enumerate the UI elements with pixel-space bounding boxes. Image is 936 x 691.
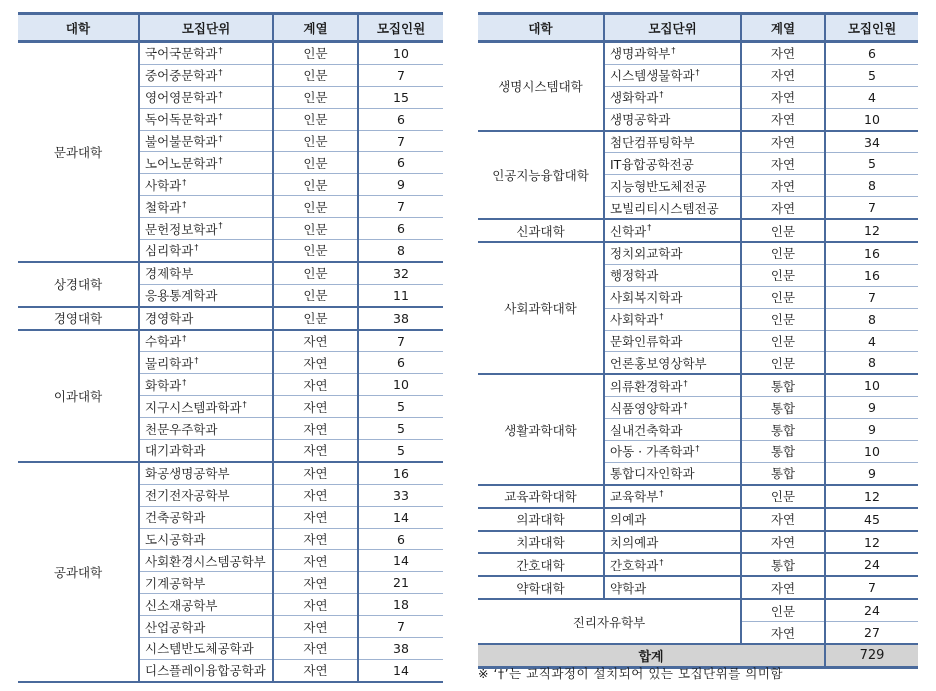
unit-name: 지구시스템과학과 xyxy=(145,399,242,415)
unit-name: 응용통계학과 xyxy=(145,288,218,304)
track-cell: 자연 xyxy=(741,42,825,65)
quota-cell: 14 xyxy=(358,659,443,681)
unit-name: 정치외교학과 xyxy=(610,246,683,262)
header-quota: 모집인원 xyxy=(358,14,443,42)
track-cell: 자연 xyxy=(741,508,825,531)
unit-cell xyxy=(139,440,273,462)
unit-name: 대기과학과 xyxy=(145,443,206,459)
table-row xyxy=(478,531,918,554)
college-cell: 교육과학대학 xyxy=(478,485,604,508)
table-row xyxy=(18,262,443,284)
track-cell: 인문 xyxy=(741,286,825,308)
unit-name: 사회환경시스템공학부 xyxy=(145,553,266,569)
unit-name: 아동 · 가족학과 xyxy=(610,444,695,460)
quota-cell: 24 xyxy=(825,599,918,621)
quota-cell: 11 xyxy=(358,284,443,306)
quota-cell: 14 xyxy=(358,506,443,528)
quota-cell: 10 xyxy=(358,42,443,65)
unit-cell xyxy=(604,242,741,264)
table-row xyxy=(478,131,918,153)
quota-cell: 10 xyxy=(825,108,918,130)
track-cell: 자연 xyxy=(273,462,358,484)
college-cell: 인공지능융합대학 xyxy=(478,131,604,220)
dagger-icon: † xyxy=(182,177,187,187)
college-cell: 문과대학 xyxy=(18,42,139,262)
track-cell: 인문 xyxy=(273,284,358,306)
college-cell: 약학대학 xyxy=(478,576,604,599)
track-cell: 인문 xyxy=(741,242,825,264)
track-cell: 인문 xyxy=(741,485,825,508)
track-cell: 자연 xyxy=(741,197,825,219)
unit-cell xyxy=(604,508,741,531)
unit-name: 시스템반도체공학과 xyxy=(145,641,254,657)
quota-cell: 18 xyxy=(358,594,443,616)
quota-cell: 6 xyxy=(825,42,918,65)
track-cell: 인문 xyxy=(273,307,358,330)
quota-cell: 38 xyxy=(358,307,443,330)
track-cell: 인문 xyxy=(741,352,825,374)
table-row xyxy=(18,462,443,484)
quota-cell: 12 xyxy=(825,531,918,554)
unit-cell xyxy=(139,659,273,681)
dagger-icon: † xyxy=(647,223,652,233)
quota-cell: 7 xyxy=(358,64,443,86)
quota-cell: 7 xyxy=(358,196,443,218)
unit-cell xyxy=(139,64,273,86)
dagger-icon: † xyxy=(659,90,664,100)
quota-cell: 5 xyxy=(825,64,918,86)
unit-name: 신학과 xyxy=(610,223,647,239)
unit-cell xyxy=(604,197,741,219)
quota-cell: 12 xyxy=(825,485,918,508)
quota-cell: 6 xyxy=(358,218,443,240)
quota-cell: 6 xyxy=(358,152,443,174)
quota-cell: 24 xyxy=(825,553,918,576)
college-cell: 치과대학 xyxy=(478,531,604,554)
unit-name: 도시공학과 xyxy=(145,532,206,548)
unit-name: 국어국문학과 xyxy=(145,46,218,62)
track-cell: 인문 xyxy=(741,264,825,286)
track-cell: 자연 xyxy=(741,86,825,108)
unit-cell xyxy=(139,174,273,196)
track-cell: 자연 xyxy=(741,576,825,599)
unit-name: 약학과 xyxy=(610,580,647,596)
track-cell: 인문 xyxy=(273,42,358,65)
track-cell: 인문 xyxy=(273,262,358,284)
track-cell: 통합 xyxy=(741,419,825,441)
unit-name: 언론홍보영상학부 xyxy=(610,355,707,371)
track-cell: 자연 xyxy=(741,622,825,644)
unit-name: 교육학부 xyxy=(610,489,659,505)
unit-name: 사회학과 xyxy=(610,312,659,328)
dagger-icon: † xyxy=(671,46,676,56)
track-cell: 자연 xyxy=(741,64,825,86)
unit-name: 치의예과 xyxy=(610,535,659,551)
quota-cell: 34 xyxy=(825,131,918,153)
quota-cell: 16 xyxy=(358,462,443,484)
unit-cell xyxy=(604,397,741,419)
header-quota: 모집인원 xyxy=(825,14,918,42)
track-cell: 통합 xyxy=(741,441,825,463)
unit-cell xyxy=(604,264,741,286)
dagger-icon: † xyxy=(683,378,688,388)
dagger-icon: † xyxy=(218,68,223,78)
track-cell: 인문 xyxy=(273,108,358,130)
quota-cell: 7 xyxy=(358,130,443,152)
unit-name: 화공생명공학부 xyxy=(145,466,230,482)
quota-cell: 7 xyxy=(825,197,918,219)
quota-cell: 6 xyxy=(358,352,443,374)
table-row xyxy=(478,42,918,65)
table-row xyxy=(478,508,918,531)
unit-name: 경영학과 xyxy=(145,311,194,327)
college-cell: 생명시스템대학 xyxy=(478,42,604,131)
unit-name: 경제학부 xyxy=(145,266,194,282)
dagger-icon: † xyxy=(182,199,187,209)
unit-cell xyxy=(139,196,273,218)
unit-name: 사학과 xyxy=(145,177,182,193)
quota-cell: 6 xyxy=(358,528,443,550)
quota-cell: 5 xyxy=(358,418,443,440)
table-row xyxy=(478,485,918,508)
dagger-icon: † xyxy=(218,221,223,231)
track-cell: 자연 xyxy=(741,108,825,130)
unit-name: 모빌리티시스템전공 xyxy=(610,200,719,216)
quota-cell: 21 xyxy=(358,572,443,594)
track-cell: 자연 xyxy=(273,550,358,572)
track-cell: 인문 xyxy=(741,330,825,352)
unit-name: 생명과학부 xyxy=(610,46,671,62)
track-cell: 자연 xyxy=(273,638,358,660)
dagger-icon: † xyxy=(194,355,199,365)
track-cell: 인문 xyxy=(741,308,825,330)
unit-cell xyxy=(139,152,273,174)
table-header-row xyxy=(478,14,918,42)
unit-name: 수학과 xyxy=(145,334,182,350)
track-cell: 인문 xyxy=(273,196,358,218)
unit-name: 천문우주학과 xyxy=(145,421,218,437)
unit-name: 심리학과 xyxy=(145,243,194,259)
unit-cell xyxy=(604,131,741,153)
unit-name: 통합디자인학과 xyxy=(610,466,695,482)
header-track: 계열 xyxy=(273,14,358,42)
unit-cell xyxy=(139,616,273,638)
dagger-icon: † xyxy=(218,155,223,165)
unit-cell xyxy=(139,638,273,660)
unit-cell xyxy=(604,219,741,242)
dagger-icon: † xyxy=(659,311,664,321)
quota-cell: 10 xyxy=(825,374,918,396)
unit-cell xyxy=(604,485,741,508)
admission-quota-table-left xyxy=(18,12,443,683)
unit-cell xyxy=(604,64,741,86)
quota-cell: 9 xyxy=(825,397,918,419)
unit-name: 의류환경학과 xyxy=(610,378,683,394)
unit-cell xyxy=(139,396,273,418)
table-row xyxy=(478,576,918,599)
dagger-icon: † xyxy=(218,133,223,143)
footnote: ※ ‘†’는 교직과정이 설치되어 있는 모집단위를 의미함 xyxy=(478,666,784,681)
track-cell: 인문 xyxy=(741,599,825,621)
unit-cell xyxy=(139,572,273,594)
unit-cell xyxy=(604,286,741,308)
quota-cell: 7 xyxy=(825,286,918,308)
college-cell: 사회과학대학 xyxy=(478,242,604,374)
quota-cell: 6 xyxy=(358,108,443,130)
track-cell: 인문 xyxy=(273,64,358,86)
dagger-icon: † xyxy=(182,377,187,387)
table-row xyxy=(478,374,918,396)
unit-cell xyxy=(139,330,273,352)
track-cell: 자연 xyxy=(273,418,358,440)
admission-quota-table-right xyxy=(478,12,918,669)
unit-name: 생명공학과 xyxy=(610,112,671,128)
college-cell: 신과대학 xyxy=(478,219,604,242)
unit-name: 사회복지학과 xyxy=(610,290,683,306)
quota-cell: 9 xyxy=(825,462,918,484)
unit-name: 건축공학과 xyxy=(145,510,206,526)
quota-cell: 7 xyxy=(358,616,443,638)
track-cell: 자연 xyxy=(273,616,358,638)
table-row xyxy=(478,553,918,576)
quota-cell: 27 xyxy=(825,622,918,644)
track-cell: 자연 xyxy=(273,594,358,616)
table-row xyxy=(478,242,918,264)
unit-cell xyxy=(139,240,273,262)
unit-cell xyxy=(604,352,741,374)
dagger-icon: † xyxy=(182,333,187,343)
table-row xyxy=(18,330,443,352)
quota-cell: 8 xyxy=(825,175,918,197)
unit-cell xyxy=(604,374,741,396)
quota-cell: 7 xyxy=(825,576,918,599)
unit-cell xyxy=(139,86,273,108)
quota-cell: 7 xyxy=(358,330,443,352)
dagger-icon: † xyxy=(242,399,247,409)
unit-name: 의예과 xyxy=(610,512,647,528)
unit-name: 영어영문학과 xyxy=(145,90,218,106)
dagger-icon: † xyxy=(218,111,223,121)
dagger-icon: † xyxy=(695,68,700,78)
track-cell: 자연 xyxy=(741,531,825,554)
liberal-arts-college-cell: 진리자유학부 xyxy=(478,599,741,644)
quota-cell: 9 xyxy=(825,419,918,441)
unit-name: 간호학과 xyxy=(610,557,659,573)
unit-name: 실내건축학과 xyxy=(610,422,683,438)
unit-name: 산업공학과 xyxy=(145,619,206,635)
college-cell: 경영대학 xyxy=(18,307,139,330)
track-cell: 자연 xyxy=(741,131,825,153)
unit-name: 행정학과 xyxy=(610,268,659,284)
unit-name: 중어중문학과 xyxy=(145,68,218,84)
quota-cell: 16 xyxy=(825,264,918,286)
unit-name: 생화학과 xyxy=(610,90,659,106)
track-cell: 통합 xyxy=(741,374,825,396)
unit-cell xyxy=(604,175,741,197)
unit-name: 문헌정보학과 xyxy=(145,221,218,237)
unit-cell xyxy=(604,86,741,108)
track-cell: 통합 xyxy=(741,397,825,419)
dagger-icon: † xyxy=(695,444,700,454)
unit-cell xyxy=(604,419,741,441)
quota-cell: 32 xyxy=(358,262,443,284)
header-college: 대학 xyxy=(18,14,139,42)
header-college: 대학 xyxy=(478,14,604,42)
header-track: 계열 xyxy=(741,14,825,42)
unit-name: 불어불문학과 xyxy=(145,134,218,149)
college-cell: 간호대학 xyxy=(478,553,604,576)
dagger-icon: † xyxy=(218,90,223,100)
quota-cell: 8 xyxy=(825,352,918,374)
track-cell: 통합 xyxy=(741,462,825,484)
quota-cell: 5 xyxy=(358,396,443,418)
table-row xyxy=(18,42,443,65)
unit-cell xyxy=(139,528,273,550)
unit-cell xyxy=(139,218,273,240)
unit-cell xyxy=(604,531,741,554)
quota-cell: 5 xyxy=(825,153,918,175)
unit-name: 기계공학부 xyxy=(145,575,206,591)
dagger-icon: † xyxy=(659,557,664,567)
quota-cell: 15 xyxy=(358,86,443,108)
unit-name: IT융합공학전공 xyxy=(610,156,694,172)
dagger-icon: † xyxy=(659,489,664,499)
dagger-icon: † xyxy=(194,243,199,253)
track-cell: 자연 xyxy=(273,659,358,681)
unit-cell xyxy=(139,418,273,440)
header-unit: 모집단위 xyxy=(604,14,741,42)
table-row xyxy=(18,307,443,330)
unit-name: 문화인류학과 xyxy=(610,334,683,350)
unit-cell xyxy=(604,308,741,330)
track-cell: 인문 xyxy=(273,152,358,174)
unit-name: 물리학과 xyxy=(145,355,194,371)
quota-cell: 14 xyxy=(358,550,443,572)
quota-cell: 38 xyxy=(358,638,443,660)
unit-name: 신소재공학부 xyxy=(145,597,218,613)
quota-cell: 4 xyxy=(825,86,918,108)
unit-name: 화학과 xyxy=(145,377,182,393)
unit-cell xyxy=(604,462,741,484)
unit-cell xyxy=(139,594,273,616)
unit-cell xyxy=(604,330,741,352)
unit-cell xyxy=(604,441,741,463)
unit-cell xyxy=(139,374,273,396)
table-row xyxy=(478,599,918,621)
table-header-row xyxy=(18,14,443,42)
track-cell: 인문 xyxy=(741,219,825,242)
unit-cell xyxy=(139,108,273,130)
track-cell: 자연 xyxy=(273,506,358,528)
unit-cell xyxy=(139,462,273,484)
college-cell: 상경대학 xyxy=(18,262,139,307)
track-cell: 자연 xyxy=(273,352,358,374)
dagger-icon: † xyxy=(683,400,688,410)
unit-cell xyxy=(139,42,273,65)
track-cell: 인문 xyxy=(273,130,358,152)
unit-name: 식품영양학과 xyxy=(610,400,683,416)
unit-name: 철학과 xyxy=(145,199,182,215)
unit-cell xyxy=(139,484,273,506)
college-cell: 이과대학 xyxy=(18,330,139,462)
track-cell: 인문 xyxy=(273,86,358,108)
unit-name: 첨단컴퓨팅학부 xyxy=(610,135,695,150)
quota-cell: 12 xyxy=(825,219,918,242)
track-cell: 자연 xyxy=(273,572,358,594)
track-cell: 자연 xyxy=(741,153,825,175)
track-cell: 자연 xyxy=(273,484,358,506)
unit-cell xyxy=(139,307,273,330)
unit-name: 노어노문학과 xyxy=(145,155,218,171)
unit-name: 디스플레이융합공학과 xyxy=(145,663,266,679)
unit-name: 시스템생물학과 xyxy=(610,68,695,84)
unit-cell xyxy=(604,42,741,65)
track-cell: 자연 xyxy=(273,330,358,352)
track-cell: 자연 xyxy=(273,374,358,396)
college-cell: 생활과학대학 xyxy=(478,374,604,484)
quota-cell: 8 xyxy=(358,240,443,262)
unit-cell xyxy=(139,550,273,572)
quota-cell: 8 xyxy=(825,308,918,330)
quota-cell: 45 xyxy=(825,508,918,531)
track-cell: 자연 xyxy=(741,175,825,197)
college-cell: 공과대학 xyxy=(18,462,139,682)
unit-cell xyxy=(604,553,741,576)
quota-cell: 16 xyxy=(825,242,918,264)
unit-name: 지능형반도체전공 xyxy=(610,178,707,194)
header-unit: 모집단위 xyxy=(139,14,273,42)
track-cell: 자연 xyxy=(273,396,358,418)
track-cell: 통합 xyxy=(741,553,825,576)
unit-cell xyxy=(139,352,273,374)
unit-cell xyxy=(139,506,273,528)
unit-name: 전기전자공학부 xyxy=(145,488,230,504)
track-cell: 인문 xyxy=(273,218,358,240)
unit-cell xyxy=(604,108,741,130)
track-cell: 자연 xyxy=(273,528,358,550)
track-cell: 인문 xyxy=(273,174,358,196)
unit-cell xyxy=(604,576,741,599)
unit-cell xyxy=(139,130,273,152)
table-row xyxy=(478,219,918,242)
track-cell: 인문 xyxy=(273,240,358,262)
quota-cell: 33 xyxy=(358,484,443,506)
unit-cell xyxy=(139,262,273,284)
quota-cell: 4 xyxy=(825,330,918,352)
unit-cell xyxy=(139,284,273,306)
total-label: 합계 xyxy=(478,644,825,668)
unit-name: 독어독문학과 xyxy=(145,112,218,128)
college-cell: 의과대학 xyxy=(478,508,604,531)
total-quota: 729 xyxy=(825,644,918,668)
quota-cell: 10 xyxy=(825,441,918,463)
quota-cell: 5 xyxy=(358,440,443,462)
dagger-icon: † xyxy=(218,46,223,56)
quota-cell: 9 xyxy=(358,174,443,196)
track-cell: 자연 xyxy=(273,440,358,462)
unit-cell xyxy=(604,153,741,175)
quota-cell: 10 xyxy=(358,374,443,396)
